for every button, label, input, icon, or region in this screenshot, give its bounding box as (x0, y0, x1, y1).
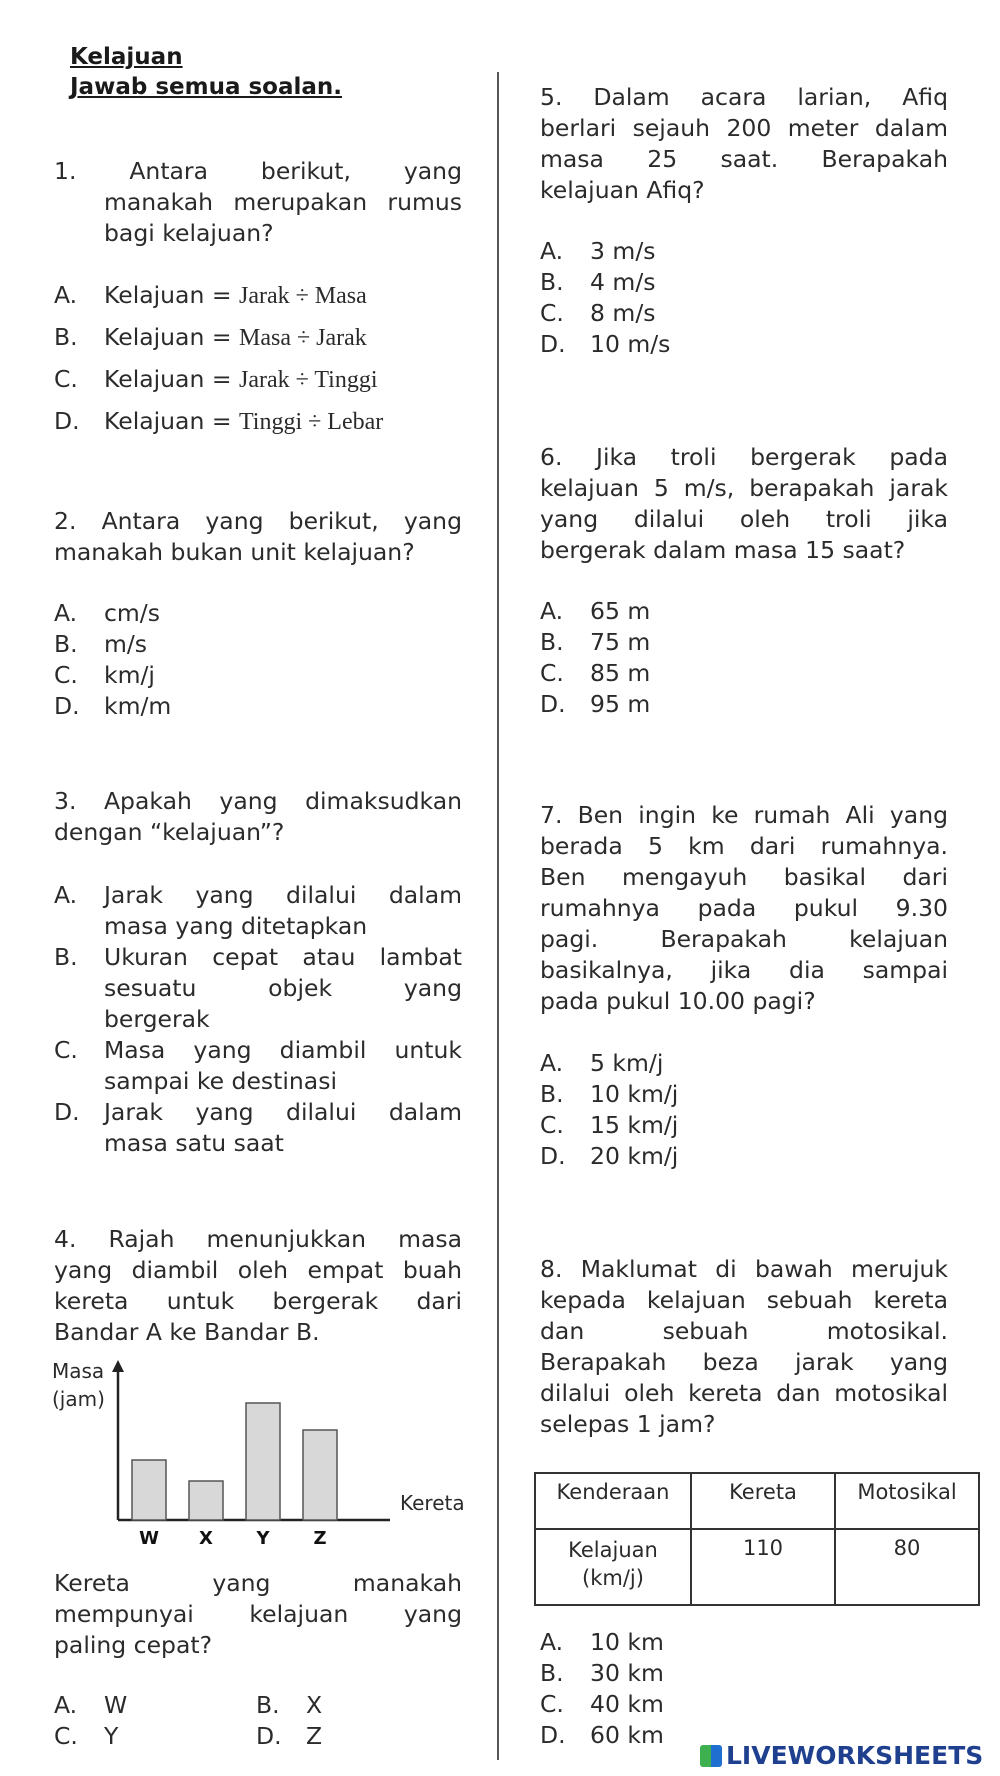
option-letter: B. (540, 1659, 564, 1687)
q4-stem-line: kereta untuk bergerak dari (54, 1287, 462, 1315)
option-letter: D. (540, 1142, 566, 1170)
q7-option-a[interactable] (540, 1048, 663, 1079)
q7-stem-line: 7. Ben ingin ke rumah Ali yang (540, 801, 948, 829)
option-letter: C. (54, 1036, 78, 1064)
question-8-stem (540, 1254, 948, 1440)
question-5-stem (540, 82, 948, 206)
q5-stem-line: berlari sejauh 200 meter dalam (540, 114, 948, 142)
q4-option-a[interactable] (54, 1690, 127, 1721)
q7-option-c[interactable] (540, 1110, 678, 1141)
option-letter: C. (540, 299, 564, 327)
option-letter: C. (54, 1722, 78, 1750)
x-tick-label-z: Z (313, 1528, 327, 1549)
q4-stem-line: yang diambil oleh empat buah (54, 1256, 462, 1284)
q1-option-d[interactable] (54, 406, 383, 438)
option-letter: B. (540, 268, 564, 296)
question-4-stem (54, 1224, 462, 1348)
option-text: 40 km (590, 1690, 664, 1718)
option-text: 20 km/j (590, 1142, 679, 1170)
q6-option-c[interactable] (540, 658, 650, 689)
liveworksheets-badge-icon (700, 1745, 722, 1767)
q7-stem-line: pada pukul 10.00 pagi? (540, 987, 816, 1015)
option-text: 4 m/s (590, 268, 656, 296)
option-letter: D. (54, 692, 80, 720)
option-letter: A. (540, 1049, 564, 1077)
q4-option-c[interactable] (54, 1721, 118, 1752)
option-text: m/s (104, 630, 148, 658)
option-text: cm/s (104, 599, 160, 627)
q2-option-a[interactable] (54, 598, 160, 629)
option-letter: C. (54, 661, 78, 689)
q5-option-c[interactable] (540, 298, 655, 329)
option-text: 60 km (590, 1721, 664, 1749)
option-letter: D. (54, 1098, 80, 1126)
option-line: Masa yang diambil untuk (104, 1036, 462, 1064)
q3-option-a[interactable] (54, 880, 462, 942)
table-cell-kereta: 110 (691, 1529, 835, 1605)
q8-speed-table (534, 1472, 980, 1606)
q7-option-b[interactable] (540, 1079, 678, 1110)
q3-stem-line: dengan “kelajuan”? (54, 818, 285, 846)
option-text: 10 m/s (590, 330, 671, 358)
q8-stem-line: dan sebuah motosikal. (540, 1317, 948, 1345)
table-row (535, 1529, 979, 1605)
option-letter: A. (54, 1691, 78, 1719)
q2-stem-line: manakah bukan unit kelajuan? (54, 538, 415, 566)
option-label: Kelajuan = (104, 365, 239, 393)
q7-stem-line: rumahnya pada pukul 9.30 (540, 894, 948, 922)
question-4-prompt (54, 1568, 462, 1661)
worksheet-title: Kelajuan (70, 44, 183, 70)
q2-option-c[interactable] (54, 660, 155, 691)
q7-stem-line: pagi. Berapakah kelajuan (540, 925, 948, 953)
table-header-cell: Kenderaan (535, 1473, 691, 1529)
q5-stem-line: 5. Dalam acara larian, Afiq (540, 83, 948, 111)
question-3-stem (54, 786, 462, 848)
q8-stem-line: selepas 1 jam? (540, 1410, 716, 1438)
q4-prompt-line: paling cepat? (54, 1631, 213, 1659)
option-letter: C. (540, 1690, 564, 1718)
option-line: masa satu saat (104, 1129, 284, 1157)
option-letter: B. (54, 630, 78, 658)
bar-x (189, 1481, 223, 1520)
option-line: Jarak yang dilalui dalam (104, 1098, 462, 1126)
option-text: km/j (104, 661, 155, 689)
option-letter: C. (54, 365, 78, 393)
option-letter: B. (540, 1080, 564, 1108)
q1-stem-line: 1. Antara berikut, yang (54, 157, 462, 185)
q6-stem-line: bergerak dalam masa 15 saat? (540, 536, 906, 564)
row-label-line: (km/j) (582, 1566, 644, 1590)
option-text: 95 m (590, 690, 651, 718)
option-line: Ukuran cepat atau lambat (104, 943, 462, 971)
option-text: 30 km (590, 1659, 664, 1687)
q7-stem-line: basikalnya, jika dia sampai (540, 956, 948, 984)
q4-option-d[interactable] (256, 1721, 322, 1752)
q3-option-c[interactable] (54, 1035, 462, 1097)
q6-option-d[interactable] (540, 689, 650, 720)
q2-option-d[interactable] (54, 691, 171, 722)
x-axis-label: Kereta (400, 1491, 465, 1515)
question-7-stem (540, 800, 948, 1017)
q8-stem-line: dilalui oleh kereta dan motosikal (540, 1379, 948, 1407)
question-6-stem (540, 442, 948, 566)
option-text: X (306, 1691, 323, 1719)
option-formula: Jarak ÷ Tinggi (238, 367, 378, 393)
option-text: W (104, 1691, 128, 1719)
option-text: 75 m (590, 628, 651, 656)
option-text: 8 m/s (590, 299, 656, 327)
option-letter: D. (54, 407, 80, 435)
q8-stem-line: 8. Maklumat di bawah merujuk (540, 1255, 948, 1283)
option-label: Kelajuan = (104, 323, 239, 351)
option-text: 5 km/j (590, 1049, 664, 1077)
q1-option-c[interactable] (54, 364, 378, 396)
q4-prompt-line: mempunyai kelajuan yang (54, 1600, 462, 1628)
worksheet-instruction: Jawab semua soalan. (70, 74, 343, 100)
column-divider (497, 72, 499, 1760)
q3-option-d[interactable] (54, 1097, 462, 1159)
option-text: Y (104, 1722, 119, 1750)
option-formula: Tinggi ÷ Lebar (238, 409, 384, 435)
q4-bar-chart (50, 1356, 480, 1550)
q3-stem-line: 3. Apakah yang dimaksudkan (54, 787, 462, 815)
q6-stem-line: 6. Jika troli bergerak pada (540, 443, 948, 471)
q8-option-a[interactable] (540, 1627, 664, 1658)
option-text: 15 km/j (590, 1111, 679, 1139)
q3-option-b[interactable] (54, 942, 462, 1035)
y-axis-arrow (112, 1360, 124, 1372)
bar-w (132, 1460, 166, 1520)
option-text: 10 km (590, 1628, 664, 1656)
x-tick-label-x: X (199, 1528, 213, 1549)
option-letter: B. (256, 1691, 280, 1719)
q5-stem-line: kelajuan Afiq? (540, 176, 705, 204)
table-row-label (535, 1529, 691, 1605)
option-letter: A. (540, 237, 564, 265)
y-axis-label-line1: Masa (52, 1359, 105, 1383)
q7-stem-line: berada 5 km dari rumahnya. (540, 832, 948, 860)
bar-y (246, 1403, 280, 1520)
q6-stem-line: kelajuan 5 m/s, berapakah jarak (540, 474, 948, 502)
logo-text: LIVEWORKSHEETS (726, 1741, 984, 1770)
q6-stem-line: yang dilalui oleh troli jika (540, 505, 948, 533)
q8-stem-line: kepada kelajuan sebuah kereta (540, 1286, 948, 1314)
q5-stem-line: masa 25 saat. Berapakah (540, 145, 948, 173)
q1-stem-line: manakah merupakan rumus (104, 188, 462, 216)
option-text: km/m (104, 692, 172, 720)
option-letter: B. (54, 323, 78, 351)
q8-option-d[interactable] (540, 1720, 664, 1751)
q1-stem-line: bagi kelajuan? (104, 219, 274, 247)
x-tick-label-y: Y (256, 1528, 270, 1549)
question-2-stem (54, 506, 462, 568)
option-letter: D. (540, 1721, 566, 1749)
q4-prompt-line: Kereta yang manakah (54, 1569, 462, 1597)
option-letter: C. (540, 1111, 564, 1139)
question-1-stem (54, 156, 462, 249)
table-header-cell: Motosikal (835, 1473, 979, 1529)
option-line: bergerak (104, 1005, 210, 1033)
option-letter: A. (540, 1628, 564, 1656)
table-cell-motosikal: 80 (835, 1529, 979, 1605)
q2-option-b[interactable] (54, 629, 147, 660)
option-letter: C. (540, 659, 564, 687)
q5-option-a[interactable] (540, 236, 655, 267)
q2-stem-line: 2. Antara yang berikut, yang (54, 507, 462, 535)
option-letter: A. (54, 281, 78, 309)
q8-stem-line: Berapakah beza jarak yang (540, 1348, 948, 1376)
option-text: 3 m/s (590, 237, 656, 265)
option-line: sampai ke destinasi (104, 1067, 337, 1095)
row-label-line: Kelajuan (568, 1538, 658, 1562)
option-text: 10 km/j (590, 1080, 679, 1108)
q1-option-a[interactable] (54, 280, 367, 312)
option-letter: D. (256, 1722, 282, 1750)
option-letter: D. (540, 330, 566, 358)
option-letter: A. (54, 599, 78, 627)
x-tick-label-w: W (139, 1528, 159, 1549)
option-letter: B. (540, 628, 564, 656)
option-line: sesuatu objek yang (104, 974, 462, 1002)
q4-option-b[interactable] (256, 1690, 322, 1721)
option-label: Kelajuan = (104, 281, 239, 309)
q4-stem-line: Bandar A ke Bandar B. (54, 1318, 320, 1346)
option-letter: D. (540, 690, 566, 718)
option-text: 65 m (590, 597, 651, 625)
bar-z (303, 1430, 337, 1520)
q6-option-b[interactable] (540, 627, 650, 658)
option-line: masa yang ditetapkan (104, 912, 368, 940)
q8-option-b[interactable] (540, 1658, 664, 1689)
q7-option-d[interactable] (540, 1141, 678, 1172)
table-header-cell: Kereta (691, 1473, 835, 1529)
option-letter: A. (540, 597, 564, 625)
liveworksheets-logo[interactable] (700, 1741, 983, 1770)
q6-option-a[interactable] (540, 596, 650, 627)
y-axis-label-line2: (jam) (52, 1387, 105, 1411)
q1-option-b[interactable] (54, 322, 367, 354)
q5-option-b[interactable] (540, 267, 655, 298)
option-letter: B. (54, 943, 78, 971)
q5-option-d[interactable] (540, 329, 670, 360)
table-header-row (535, 1473, 979, 1529)
q7-stem-line: Ben mengayuh basikal dari (540, 863, 948, 891)
option-line: Jarak yang dilalui dalam (104, 881, 462, 909)
q4-stem-line: 4. Rajah menunjukkan masa (54, 1225, 462, 1253)
option-formula: Jarak ÷ Masa (238, 283, 367, 309)
q8-option-c[interactable] (540, 1689, 664, 1720)
option-formula: Masa ÷ Jarak (238, 325, 367, 351)
option-letter: A. (54, 881, 78, 909)
option-label: Kelajuan = (104, 407, 239, 435)
option-text: Z (306, 1722, 323, 1750)
option-text: 85 m (590, 659, 651, 687)
